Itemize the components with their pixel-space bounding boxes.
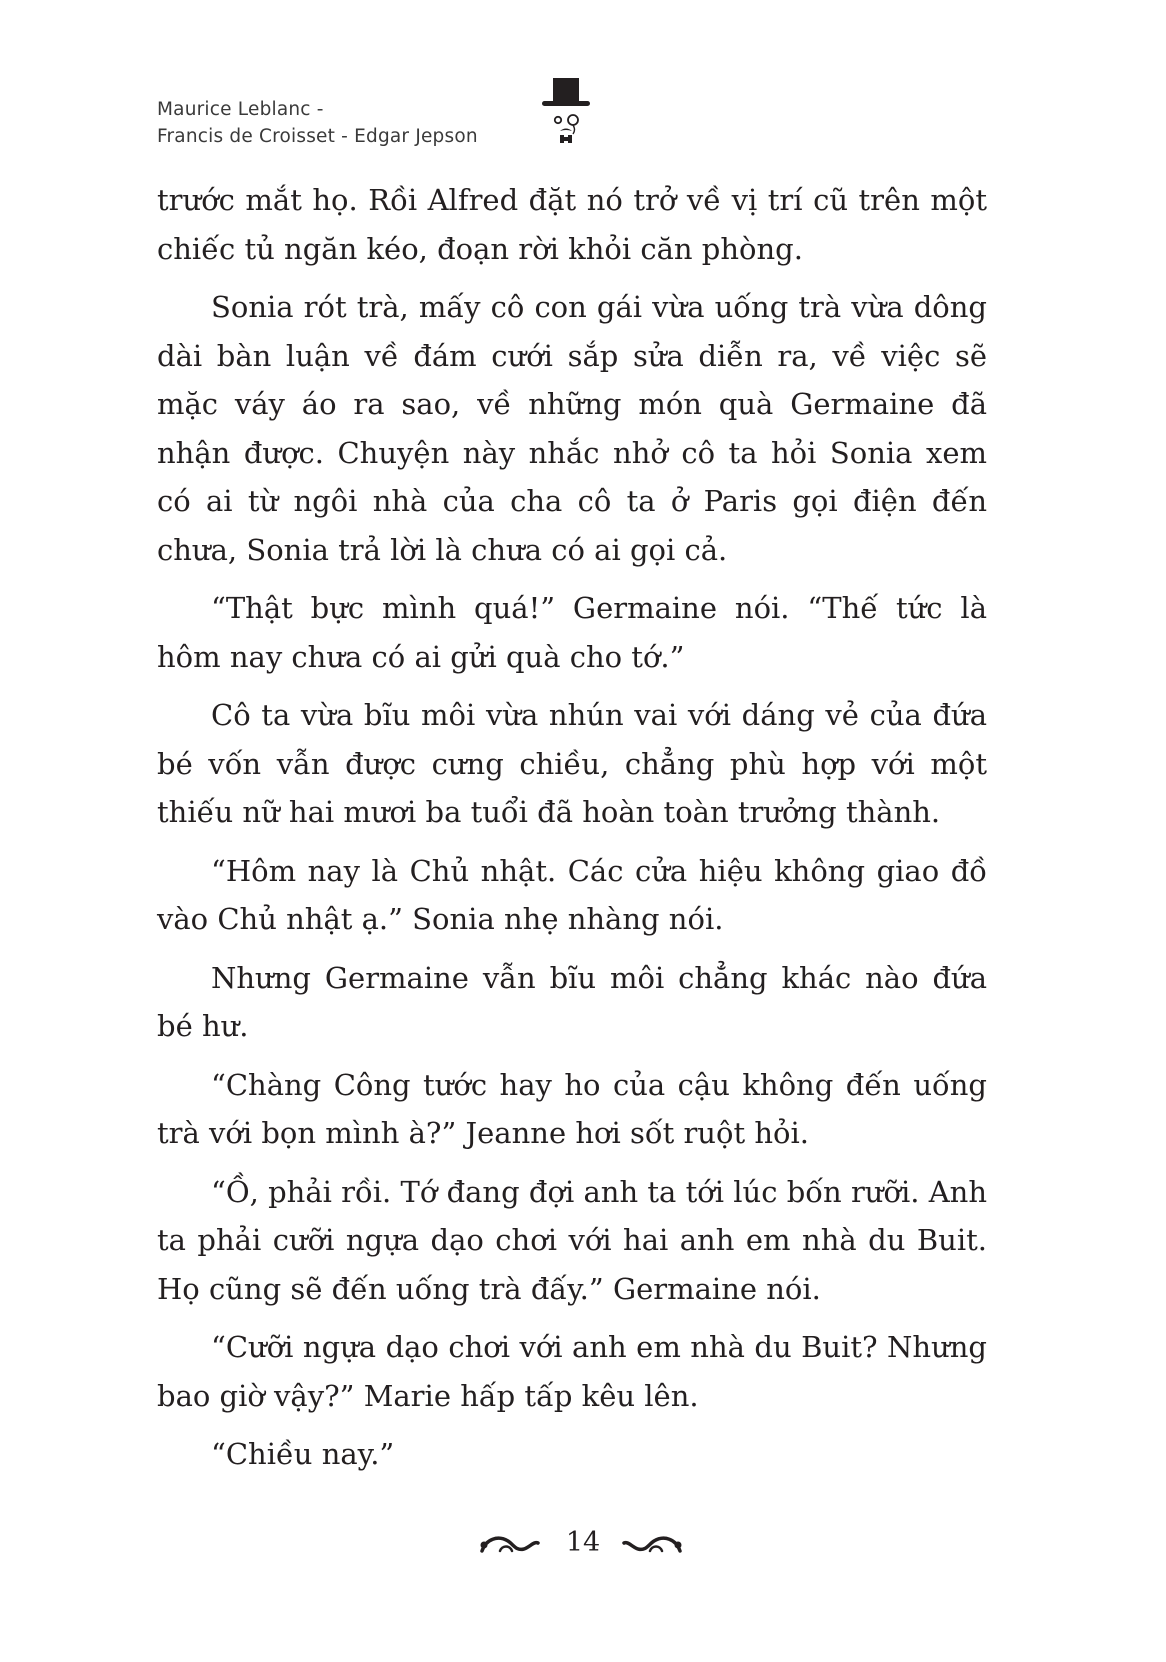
paragraph: Sonia rót trà, mấy cô con gái vừa uống trà vừa dông dài bàn luận về đám cưới sắp sửa diễn ra, về việc sẽ mặc váy áo ra sao, về những món quà Germaine đã nhận được. Chuyện này nhắc nhở cô ta hỏi Sonia xem có ai từ ngôi nhà của cha cô ta ở Paris gọi điện đến chưa, Sonia trả lời là chưa có ai gọi cả.	[157, 290, 987, 567]
running-header	[157, 96, 478, 150]
paragraph: trước mắt họ. Rồi Alfred đặt nó trở về vị trí cũ trên một chiếc tủ ngăn kéo, đoạn rời khỏi căn phòng.	[157, 183, 987, 266]
top-hat-monocle-icon	[542, 78, 590, 144]
flourish-left-icon	[478, 1531, 540, 1557]
paragraph: “Chàng Công tước hay ho của cậu không đến uống trà với bọn mình à?” Jeanne hơi sốt ruột hỏi.	[157, 1067, 987, 1150]
page-footer	[0, 1523, 1166, 1563]
flourish-right-icon	[622, 1531, 684, 1557]
paragraph: “Ồ, phải rồi. Tớ đang đợi anh ta tới lúc bốn rưỡi. Anh ta phải cưỡi ngựa dạo chơi với hai anh em nhà du Buit. Họ cũng sẽ đến uống trà đấy.” Germaine nói.	[157, 1174, 987, 1306]
page-number: 14	[565, 1527, 601, 1558]
paragraph: “Chiều nay.”	[211, 1437, 395, 1471]
page-body	[157, 176, 987, 1489]
author-line-1: Maurice Leblanc -	[157, 99, 324, 120]
author-line-2: Francis de Croisset - Edgar Jepson	[157, 126, 478, 147]
paragraph: “Cưỡi ngựa dạo chơi với anh em nhà du Buit? Nhưng bao giờ vậy?” Marie hấp tấp kêu lên.	[157, 1330, 987, 1413]
paragraph: “Thật bực mình quá!” Germaine nói. “Thế tức là hôm nay chưa có ai gửi quà cho tớ.”	[157, 591, 987, 674]
paragraph: “Hôm nay là Chủ nhật. Các cửa hiệu không giao đồ vào Chủ nhật ạ.” Sonia nhẹ nhàng nói.	[157, 853, 987, 936]
paragraph: Nhưng Germaine vẫn bĩu môi chẳng khác nào đứa bé hư.	[157, 960, 987, 1043]
paragraph: Cô ta vừa bĩu môi vừa nhún vai với dáng vẻ của đứa bé vốn vẫn được cưng chiều, chẳng phù hợp với một thiếu nữ hai mươi ba tuổi đã hoàn toàn trưởng thành.	[157, 698, 987, 829]
